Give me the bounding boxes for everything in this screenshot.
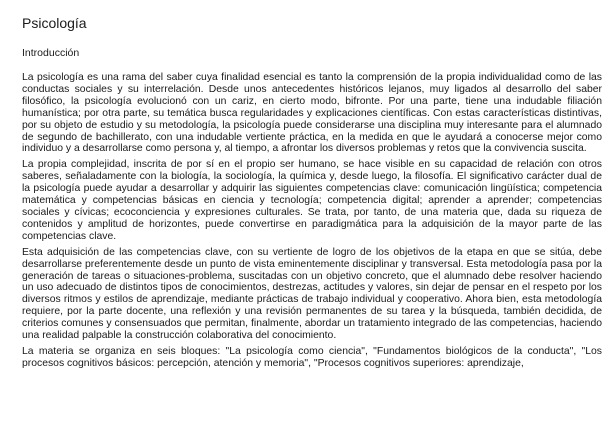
section-heading: Introducción	[22, 47, 80, 59]
paragraph: Esta adquisición de las competencias clave, con su vertiente de logro de los objetivos de la etapa en que se sitúa, debe desarrollarse preferentemente desde un punto de vista eminentemente disciplinar y transversal. Esta metodología pasa por la generación de tareas o situaciones-problema, suscitadas con un objetivo concreto, que el alumnado debe resolver haciendo un uso adecuado de distintos tipos de conocimientos, destrezas, actitudes y valores, sin dejar de pensar en el respeto por los diversos ritmos y estilos de aprendizaje, mediante prácticas de trabajo individual y cooperativo. Ahora bien, esta metodología requiere, por la parte docente, una reflexión y una revisión permanentes de su tarea y la búsqueda, también decidida, de criterios comunes y consensuados que permitan, finalmente, abordar un tratamiento integrado de las competencias, haciendo una realidad palpable la construcción colaborativa del conocimiento.	[22, 246, 602, 342]
paragraph: La materia se organiza en seis bloques: "La psicología como ciencia", "Fundamentos biológicos de la conducta", "Los procesos cognitivos básicos: percepción, atención y memoria", "Procesos cognitivos superiores: aprendizaje,	[22, 345, 602, 369]
paragraph: La psicología es una rama del saber cuya finalidad esencial es tanto la comprensión de la propia individualidad como de las conductas sociales y su interrelación. Desde unos antecedentes históricos lejanos, muy ligados al desarrollo del saber filosófico, la psicología evolucionó con un cariz, en cierto modo, bifronte. Por una parte, tiene una indudable filiación humanística; por otra parte, su temática busca regularidades y explicaciones científicas. Con estas características distintivas, por su objeto de estudio y su metodología, la psicología puede considerarse una disciplina muy interesante para el alumnado de segundo de bachillerato, con una indudable vertiente práctica, en la medida en que le ayudará a conocerse mejor como individuo y a desarrollarse como persona y, al tiempo, a afrontar los diversos problemas y retos que la convivencia suscita.	[22, 72, 602, 155]
document-title: Psicología	[22, 15, 87, 31]
document-body	[22, 72, 602, 374]
paragraph: La propia complejidad, inscrita de por sí en el propio ser humano, se hace visible en su capacidad de relación con otros saberes, señaladamente con la biología, la sociología, la química y, desde luego, la filosofía. El significativo carácter dual de la psicología puede ayudar a desarrollar y adquirir las siguientes competencias clave: comunicación lingüística; competencia matemática y competencias básicas en ciencia y tecnología; competencia digital; aprender a aprender; competencias sociales y cívicas; ecoconciencia y expresiones culturales. Se trata, por tanto, de una materia que, dada su riqueza de contenidos y amplitud de horizontes, puede convertirse en paradigmática para la adquisición de la mayor parte de las competencias clave.	[22, 159, 602, 242]
